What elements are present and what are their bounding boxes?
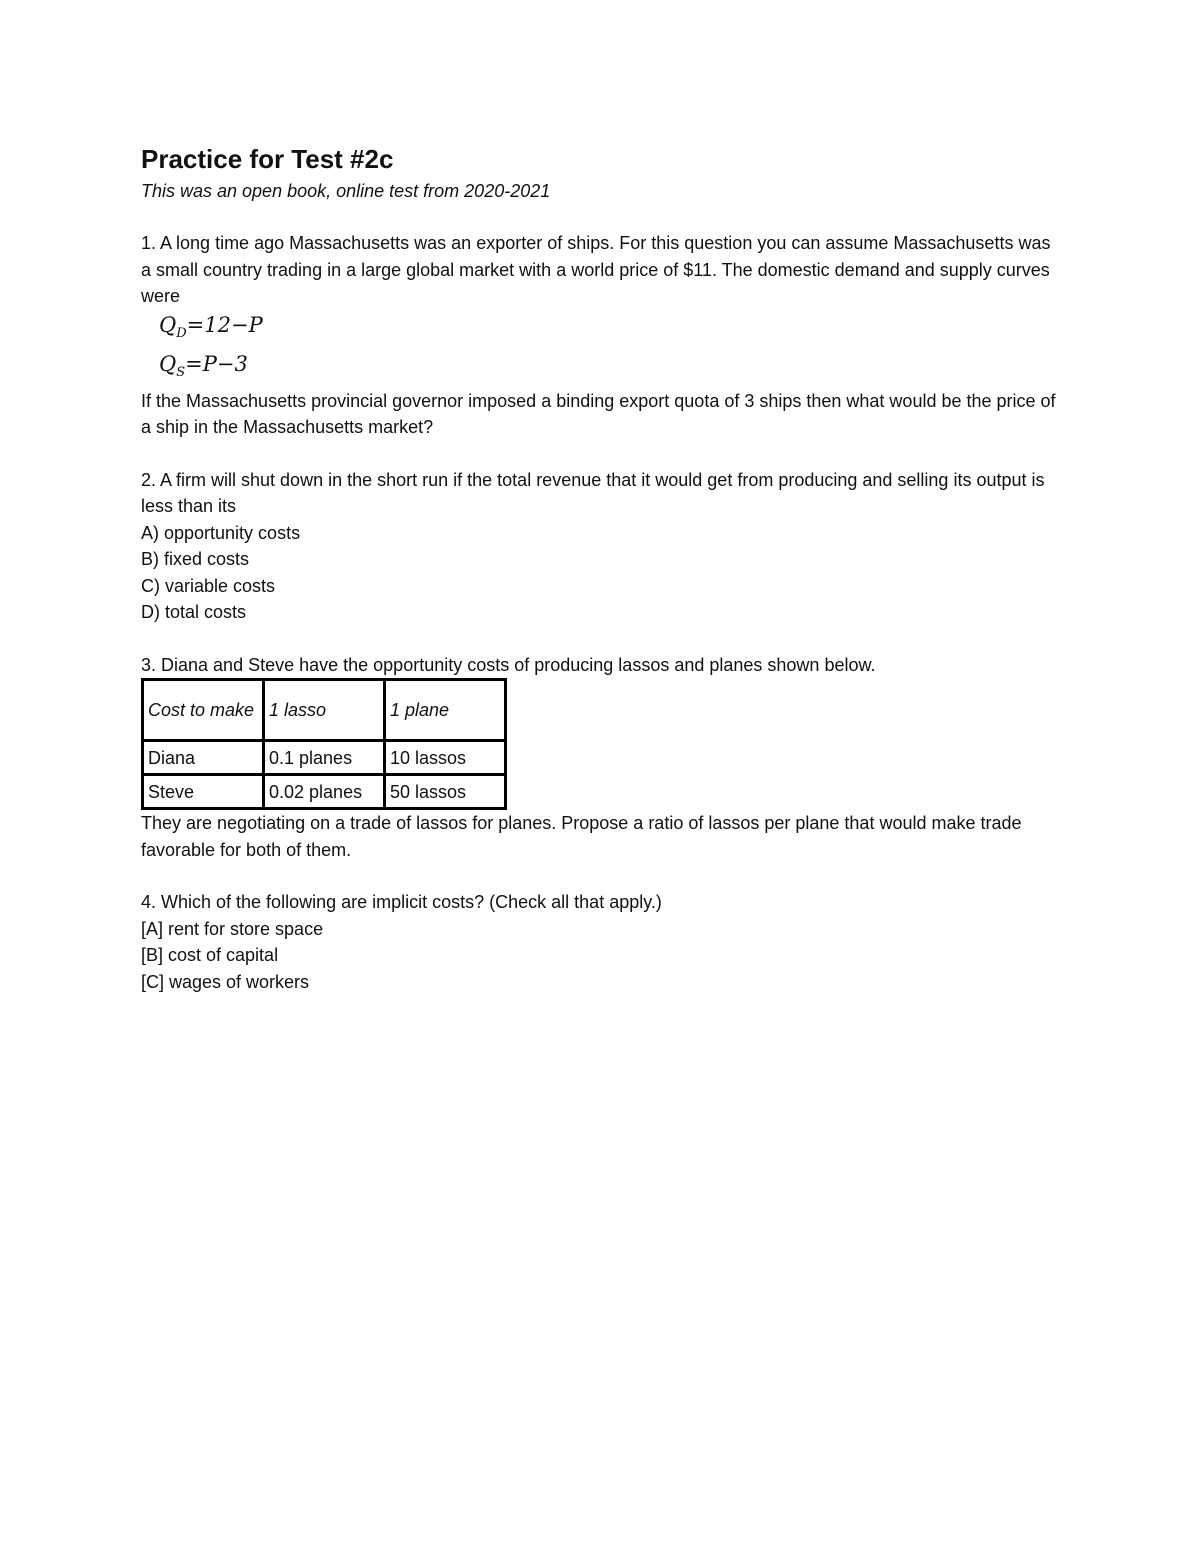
question-3-prompt: 3. Diana and Steve have the opportunity costs of producing lassos and planes shown below. [141,654,876,675]
table-row [143,741,506,775]
question-1 [141,230,1061,441]
question-2-prompt: 2. A firm will shut down in the short run if the total revenue that it would get from producing and selling its output is less than its [141,469,1045,517]
question-1-text: If the Massachusetts provincial governor imposed a binding export quota of 3 ships then what would be the price of a ship in the Massachusetts market? [141,390,1056,438]
question-2-option-c: C) variable costs [141,575,276,596]
table-row [143,775,506,809]
spacer [141,863,1061,889]
question-2 [141,467,1061,626]
table-cell: 50 lassos [385,775,506,809]
question-4-option-b: [B] cost of capital [141,945,279,966]
table-header-cell: 1 lasso [264,680,385,741]
question-2-option-a: A) opportunity costs [141,522,301,543]
question-3 [141,652,1061,864]
question-3-followup: They are negotiating on a trade of lassos for planes. Propose a ratio of lassos per plane that would make trade favorable for both of them. [141,813,1022,860]
question-1-intro: 1. A long time ago Massachusetts was an exporter of ships. For this question you can assume Massachusetts was a small country trading in a large global market with a world price of $11. The domestic demand and supply curves were [141,233,1051,306]
question-2-option-b: B) fixed costs [141,549,250,570]
table-header-cell: 1 plane [385,680,506,741]
table-cell: 0.1 planes [264,741,385,775]
spacer [141,441,1061,467]
page-subtitle: This was an open book, online test from 2020-2021 [141,181,551,201]
table-header-row [143,680,506,741]
question-4-option-c: [C] wages of workers [141,971,310,992]
question-4-option-a: [A] rent for store space [141,918,324,939]
table-cell: 0.02 planes [264,775,385,809]
table-header-cell: Cost to make [143,680,264,741]
supply-equation-lhs: Q [159,351,177,376]
table-cell: Diana [143,741,264,775]
supply-equation-rhs: =P−3 [185,351,248,376]
supply-equation-subscript: S [176,364,186,380]
demand-equation-subscript: D [176,325,187,341]
demand-equation [141,310,1061,349]
table-cell: 10 lassos [385,741,506,775]
opportunity-cost-table [141,678,507,810]
demand-equation-rhs: =12−P [186,312,263,337]
spacer [141,626,1061,652]
document-page [141,140,1061,995]
question-4 [141,889,1061,995]
supply-equation [141,349,1061,388]
question-2-option-d: D) total costs [141,602,247,623]
demand-equation-lhs: Q [159,312,177,337]
page-title: Practice for Test #2c [141,144,394,174]
table-cell: Steve [143,775,264,809]
question-4-prompt: 4. Which of the following are implicit costs? (Check all that apply.) [141,892,662,913]
